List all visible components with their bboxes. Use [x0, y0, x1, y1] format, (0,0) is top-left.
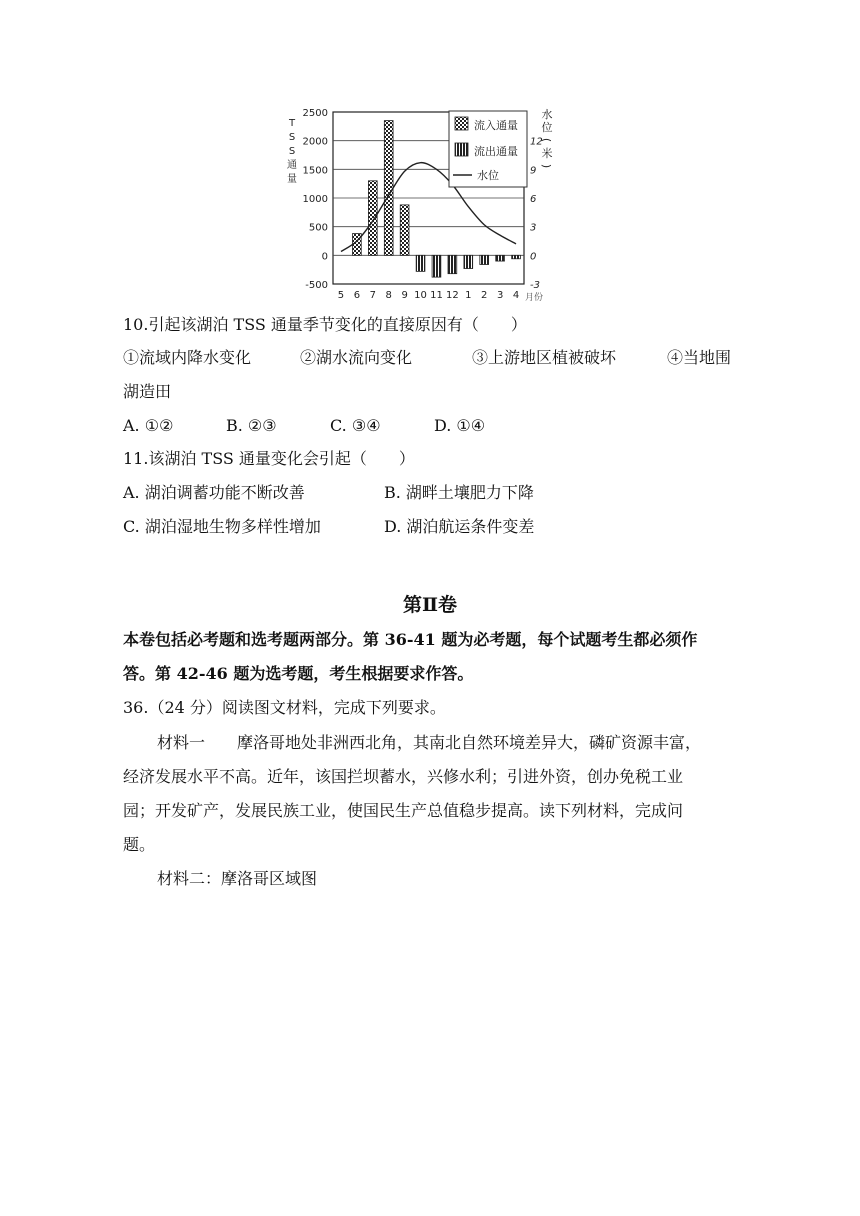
q36-material-1-line-2: 经济发展水平不高。近年，该国拦坝蓄水，兴修水利；引进外资，创办免税工业	[123, 767, 684, 786]
q11-option-a: A. 湖泊调蓄功能不断改善	[123, 483, 305, 502]
y-axis-label-char: 量	[287, 174, 297, 185]
q36-material-2-caption: 材料二：摩洛哥区域图	[157, 869, 318, 888]
y2-tick-label: 0	[530, 251, 537, 263]
x-tick-label: 6	[353, 290, 361, 301]
q10-statement-3: ③上游地区植被破坏	[472, 348, 617, 367]
y-axis-label-char: S	[288, 146, 296, 157]
y-tick-label: 1500	[302, 165, 328, 177]
inflow-bar	[400, 205, 409, 255]
y2-axis-label-char: )	[540, 163, 553, 169]
legend-outflow-swatch	[455, 143, 468, 156]
q10-option-c: C. ③④	[330, 416, 381, 435]
x-tick-label: 4	[512, 290, 520, 301]
outflow-bar	[448, 255, 457, 273]
q11-option-c: C. 湖泊湿地生物多样性增加	[123, 517, 321, 536]
q10-statement-1: ①流域内降水变化	[123, 348, 252, 367]
y2-tick-label: -3	[530, 280, 540, 291]
q11-option-d: D. 湖泊航运条件变差	[384, 517, 535, 536]
y2-axis-label-char: (	[540, 137, 553, 143]
q10-statement-2: ②湖水流向变化	[300, 348, 413, 367]
legend-inflow-label: 流入通量	[474, 119, 518, 132]
x-tick-label: 1	[465, 290, 472, 301]
legend-inflow-swatch	[455, 117, 468, 130]
x-tick-label: 5	[337, 290, 345, 301]
q10-option-d: D. ①④	[434, 416, 486, 435]
y-tick-label: 2500	[302, 108, 328, 119]
q11-option-b: B. 湖畔土壤肥力下降	[384, 483, 534, 502]
y2-tick-label: 3	[530, 222, 537, 234]
legend-water-level-label: 水位	[477, 169, 499, 182]
y2-tick-label: 9	[530, 165, 537, 177]
q10-option-a: A. ①②	[123, 416, 174, 435]
y2-axis-label-char: 位	[541, 121, 553, 134]
section-title: 第Ⅱ卷	[402, 594, 457, 616]
y2-axis-label-char: 米	[541, 147, 553, 160]
y2-axis-label-char: 水	[541, 108, 553, 121]
section-intro-line-2: 答。第 42-46 题为选考题，考生根据要求作答。	[123, 664, 474, 683]
x-tick-label: 3	[496, 290, 504, 301]
y-tick-label: 500	[308, 222, 328, 234]
outflow-bar	[432, 255, 441, 277]
inflow-bar	[384, 121, 393, 256]
q10-statement-4: ④当地围	[667, 348, 732, 367]
y-axis-label-char: T	[288, 118, 296, 129]
q10-statement-4-continued: 湖造田	[123, 382, 172, 401]
x-tick-label: 2	[481, 290, 488, 301]
chart-legend	[449, 111, 527, 187]
q36-material-1-line-3: 园；开发矿产，发展民族工业，使国民生产总值稳步提高。读下列材料，完成问	[123, 801, 684, 820]
x-tick-label: 10	[414, 290, 427, 301]
outflow-bar	[464, 255, 473, 268]
outflow-bar	[480, 255, 489, 264]
q10-option-b: B. ②③	[226, 416, 277, 435]
y-tick-label: -500	[305, 280, 328, 291]
tss-chart	[0, 0, 860, 310]
y-axis-label-char: 通	[287, 160, 297, 171]
x-tick-label: 12	[446, 290, 459, 301]
inflow-bar	[368, 181, 377, 256]
section-intro-line-1: 本卷包括必考题和选考题两部分。第 36-41 题为必考题，每个试题考生都必须作	[123, 630, 698, 649]
q11-stem: 11.该湖泊 TSS 通量变化会引起（ ）	[123, 449, 415, 468]
outflow-bar	[496, 255, 505, 261]
q36-material-1-line-1: 材料一 摩洛哥地处非洲西北角，其南北自然环境差异大，磷矿资源丰富，	[157, 733, 702, 752]
q36-material-1-line-4: 题。	[123, 835, 156, 854]
q36-stem: 36.（24 分）阅读图文材料，完成下列要求。	[123, 698, 446, 717]
y2-tick-label: 6	[530, 194, 537, 205]
y-tick-label: 1000	[302, 194, 328, 205]
x-tick-label: 8	[385, 290, 392, 301]
y-tick-label: 0	[321, 251, 328, 263]
x-tick-label: 11	[430, 290, 443, 301]
y2-tick-label: 12	[530, 136, 543, 148]
q10-stem: 10.引起该湖泊 TSS 通量季节变化的直接原因有（ ）	[123, 315, 527, 334]
y-axis-label-char: S	[288, 132, 296, 143]
x-axis-suffix: 月份	[524, 293, 544, 303]
y-tick-label: 2000	[302, 136, 328, 148]
x-tick-label: 9	[401, 290, 408, 301]
legend-outflow-label: 流出通量	[474, 145, 518, 158]
outflow-bar	[512, 255, 521, 258]
outflow-bar	[416, 255, 425, 271]
x-tick-label: 7	[369, 290, 376, 301]
